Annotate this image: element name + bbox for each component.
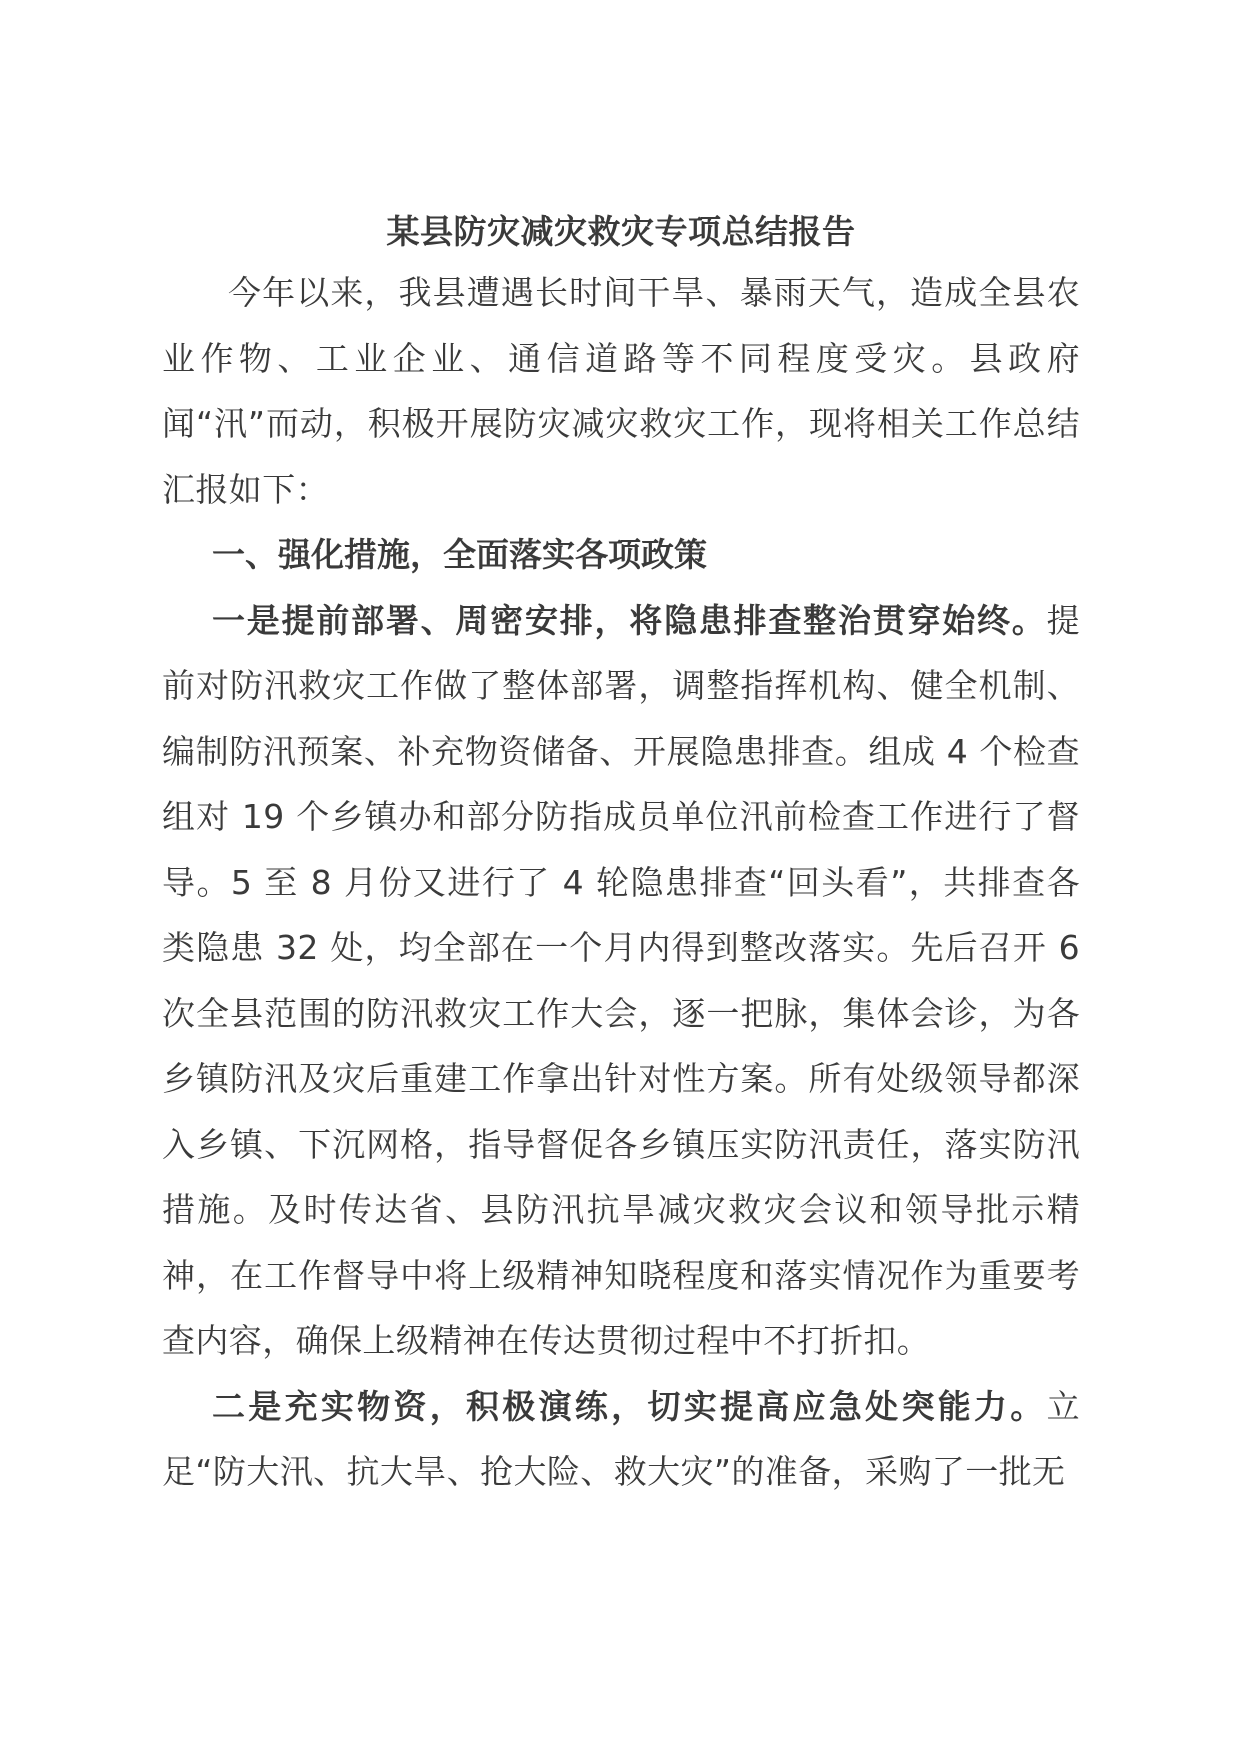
section-heading-1: 一、强化措施，全面落实各项政策 [212, 535, 707, 574]
item-body-2: 立足“防大汛、抗大旱、抢大险、救大灾”的准备，采购了一批无 [162, 1386, 1080, 1491]
intro-paragraph: 今年以来，我县遭遇长时间干旱、暴雨天气，造成全县农业作物、工业企业、通信道路等不同程度受灾。县政府闻“汛”而动，积极开展防灾减灾救灾工作，现将相关工作总结汇报如下： [162, 273, 1080, 509]
document-title: 某县防灾减灾救灾专项总结报告 [386, 212, 856, 251]
item-paragraph-2 [162, 1374, 1080, 1505]
document-body [162, 200, 1080, 1505]
item-lead-2: 二是充实物资，积极演练，切实提高应急处突能力。 [212, 1386, 1047, 1426]
item-body-1: 提前对防汛救灾工作做了整体部署，调整指挥机构、健全机制、编制防汛预案、补充物资储备、开展隐患排查。组成 4 个检查组对 19 个乡镇办和部分防指成员单位汛前检查工作进行了督导。5 至 8 月份又进行了 4 轮隐患排查“回头看”，共排查各类隐患 32 处，均全部在一个月内得到整改落实。先后召开 6 次全县范围的防汛救灾工作大会，逐一把脉，集体会诊，为各乡镇防汛及灾后重建工作拿出针对性方案。所有处级领导都深入乡镇、下沉网格，指导督促各乡镇压实防汛责任，落实防汛措施。及时传达省、县防汛抗旱减灾救灾会议和领导批示精神，在工作督导中将上级精神知晓程度和落实情况作为重要考查内容，确保上级精神在传达贯彻过程中不打折扣。 [162, 600, 1080, 1360]
item-lead-1: 一是提前部署、周密安排，将隐患排查整治贯穿始终。 [212, 600, 1047, 640]
item-paragraph-1 [162, 588, 1080, 1374]
